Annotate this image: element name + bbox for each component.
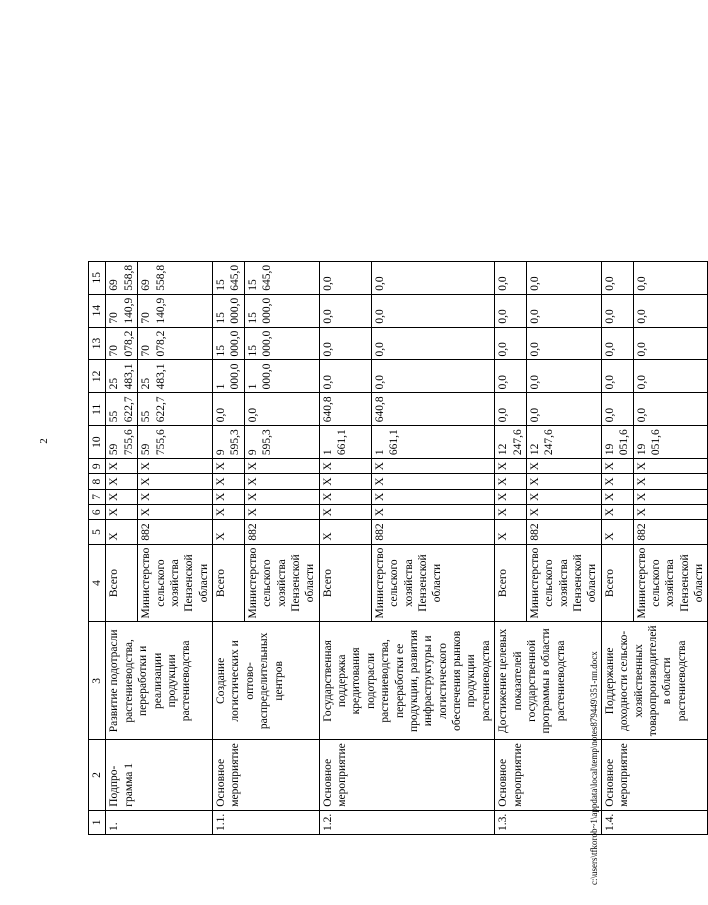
value-cell: Х (495, 520, 527, 544)
row-name: Достижение целевых показателей государственной программы в области растениеводства (495, 622, 602, 740)
value-cell: 15 645,0 (213, 261, 245, 294)
executor: Министерство сельского хозяйства Пензенской области (633, 544, 708, 622)
value-cell: 25 483,1 (138, 360, 213, 393)
executor: Министерство сельского хозяйства Пензенской области (244, 544, 319, 622)
value-cell: 0,0 (601, 327, 633, 360)
column-number: 3 (89, 622, 106, 740)
value-cell: 882 (138, 520, 213, 544)
value-cell: 55 622,7 (106, 393, 138, 426)
value-cell: 15 645,0 (244, 261, 319, 294)
executor: Всего (213, 544, 245, 622)
value-cell: 15 000,0 (213, 327, 245, 360)
value-cell: 0,0 (633, 393, 708, 426)
value-cell: Х (319, 459, 371, 474)
value-cell: Х (138, 459, 213, 474)
value-cell: 70 078,2 (138, 327, 213, 360)
table-row (213, 261, 245, 834)
row-number: 1.4. (601, 810, 708, 834)
value-cell: 0,0 (495, 360, 527, 393)
column-number: 2 (89, 740, 106, 811)
value-cell: 70 140,9 (138, 294, 213, 327)
column-number: 6 (89, 505, 106, 520)
value-cell: 0,0 (319, 327, 371, 360)
column-number: 5 (89, 520, 106, 544)
executor: Министерство сельского хозяйства Пензенской области (138, 544, 213, 622)
value-cell: 25 483,1 (106, 360, 138, 393)
value-cell: 9 595,3 (244, 426, 319, 459)
value-cell: 19 051,6 (633, 426, 708, 459)
value-cell: 0,0 (319, 261, 371, 294)
value-cell: 0,0 (601, 261, 633, 294)
value-cell: 882 (526, 520, 601, 544)
value-cell: Х (633, 459, 708, 474)
value-cell: 1 661,1 (371, 426, 494, 459)
value-cell: Х (138, 489, 213, 504)
value-cell: Х (213, 474, 245, 489)
value-cell: Х (526, 489, 601, 504)
value-cell: 0,0 (319, 294, 371, 327)
value-cell: 882 (633, 520, 708, 544)
value-cell: 0,0 (371, 261, 494, 294)
value-cell: Х (244, 505, 319, 520)
value-cell: 0,0 (633, 294, 708, 327)
value-cell: Х (319, 520, 371, 544)
value-cell: 0,0 (371, 294, 494, 327)
executor: Всего (601, 544, 633, 622)
value-cell: 0,0 (526, 327, 601, 360)
value-cell: 0,0 (495, 294, 527, 327)
value-cell: 0,0 (526, 360, 601, 393)
value-cell: Х (138, 505, 213, 520)
value-cell: Х (244, 459, 319, 474)
value-cell: 0,0 (601, 393, 633, 426)
value-cell: Х (495, 474, 527, 489)
value-cell: Х (106, 520, 138, 544)
rotated-table-wrapper (88, 261, 708, 835)
value-cell: 0,0 (633, 261, 708, 294)
value-cell: 0,0 (601, 294, 633, 327)
value-cell: Х (371, 474, 494, 489)
value-cell: Х (601, 520, 633, 544)
table-row (319, 261, 371, 834)
value-cell: Х (601, 474, 633, 489)
row-type: Подпро-грамма 1 (106, 740, 213, 811)
value-cell: 1 000,0 (244, 360, 319, 393)
executor: Всего (106, 544, 138, 622)
value-cell: 0,0 (526, 294, 601, 327)
column-number: 8 (89, 474, 106, 489)
column-number: 7 (89, 489, 106, 504)
column-number: 12 (89, 360, 106, 393)
value-cell: 69 558,8 (138, 261, 213, 294)
value-cell: 640,8 (371, 393, 494, 426)
value-cell: Х (601, 459, 633, 474)
value-cell: 0,0 (601, 360, 633, 393)
row-type: Основное мероприятие (213, 740, 320, 811)
value-cell: Х (106, 489, 138, 504)
value-cell: 69 558,8 (106, 261, 138, 294)
value-cell: 19 051,6 (601, 426, 633, 459)
value-cell: 640,8 (319, 393, 371, 426)
value-cell: Х (106, 505, 138, 520)
value-cell: Х (213, 489, 245, 504)
value-cell: Х (495, 505, 527, 520)
value-cell: Х (213, 459, 245, 474)
value-cell: 882 (371, 520, 494, 544)
value-cell: 882 (244, 520, 319, 544)
column-number: 13 (89, 327, 106, 360)
table-row (601, 261, 633, 834)
value-cell: 59 755,6 (106, 426, 138, 459)
value-cell: 0,0 (495, 393, 527, 426)
value-cell: Х (106, 474, 138, 489)
value-cell: 9 595,3 (213, 426, 245, 459)
executor: Министерство сельского хозяйства Пензенской области (526, 544, 601, 622)
value-cell: Х (319, 474, 371, 489)
table-row (106, 261, 138, 834)
value-cell: Х (601, 489, 633, 504)
value-cell: 0,0 (526, 261, 601, 294)
row-name: Поддержание доходности сельско-хозяйственных товаропроизводителей в области растениеводства (601, 622, 708, 740)
row-name: Государственная поддержка кредитования подотрасли растениеводства, переработки ее продукции, развития инфраструктуры и логистического обеспечения рынков продукции растениеводства (319, 622, 495, 740)
value-cell: Х (244, 489, 319, 504)
row-type: Основное мероприятие (319, 740, 495, 811)
value-cell: 59 755,6 (138, 426, 213, 459)
value-cell: Х (213, 520, 245, 544)
value-cell: Х (526, 459, 601, 474)
file-path-footer: c:\users\tfkorob~1\appdata\local\temp\notes879449\351-пп.docx (589, 651, 599, 885)
value-cell: 0,0 (244, 393, 319, 426)
value-cell: 1 661,1 (319, 426, 371, 459)
value-cell: 15 000,0 (244, 327, 319, 360)
value-cell: 55 622,7 (138, 393, 213, 426)
executor: Министерство сельского хозяйства Пензенской области (371, 544, 494, 622)
page-number: 2 (38, 438, 50, 444)
value-cell: Х (526, 474, 601, 489)
value-cell: Х (371, 489, 494, 504)
value-cell: Х (633, 474, 708, 489)
column-number: 11 (89, 393, 106, 426)
value-cell: Х (371, 459, 494, 474)
value-cell: Х (495, 459, 527, 474)
value-cell: Х (495, 489, 527, 504)
column-number: 14 (89, 294, 106, 327)
value-cell: 0,0 (495, 327, 527, 360)
value-cell: 0,0 (319, 360, 371, 393)
row-number: 1.2. (319, 810, 495, 834)
value-cell: 0,0 (213, 393, 245, 426)
value-cell: 70 140,9 (106, 294, 138, 327)
program-table (88, 261, 708, 835)
executor: Всего (495, 544, 527, 622)
row-number: 1.3. (495, 810, 602, 834)
value-cell: 0,0 (633, 360, 708, 393)
row-name: Создание логистических и оптово-распределительных центров (213, 622, 320, 740)
value-cell: 12 247,6 (495, 426, 527, 459)
row-name: Развитие подотрасли растениеводства, переработки и реализации продукции растениеводства (106, 622, 213, 740)
column-number: 1 (89, 810, 106, 834)
value-cell: Х (106, 459, 138, 474)
row-type: Основное мероприятие (495, 740, 602, 811)
value-cell: 70 078,2 (106, 327, 138, 360)
value-cell: 0,0 (633, 327, 708, 360)
row-number: 1. (106, 810, 213, 834)
value-cell: Х (633, 489, 708, 504)
value-cell: Х (601, 505, 633, 520)
row-number: 1.1. (213, 810, 320, 834)
executor: Всего (319, 544, 371, 622)
value-cell: 12 247,6 (526, 426, 601, 459)
column-number: 4 (89, 544, 106, 622)
value-cell: Х (244, 474, 319, 489)
row-type: Основное мероприятие (601, 740, 708, 811)
value-cell: 0,0 (495, 261, 527, 294)
value-cell: Х (319, 505, 371, 520)
value-cell: 1 000,0 (213, 360, 245, 393)
column-number: 10 (89, 426, 106, 459)
value-cell: 0,0 (371, 327, 494, 360)
column-number: 9 (89, 459, 106, 474)
value-cell: Х (526, 505, 601, 520)
value-cell: Х (138, 474, 213, 489)
value-cell: 15 000,0 (244, 294, 319, 327)
value-cell: Х (213, 505, 245, 520)
value-cell: Х (633, 505, 708, 520)
value-cell: Х (371, 505, 494, 520)
value-cell: 0,0 (526, 393, 601, 426)
column-number: 15 (89, 261, 106, 294)
table-row (495, 261, 527, 834)
column-number-row (89, 261, 106, 834)
value-cell: Х (319, 489, 371, 504)
value-cell: 0,0 (371, 360, 494, 393)
value-cell: 15 000,0 (213, 294, 245, 327)
